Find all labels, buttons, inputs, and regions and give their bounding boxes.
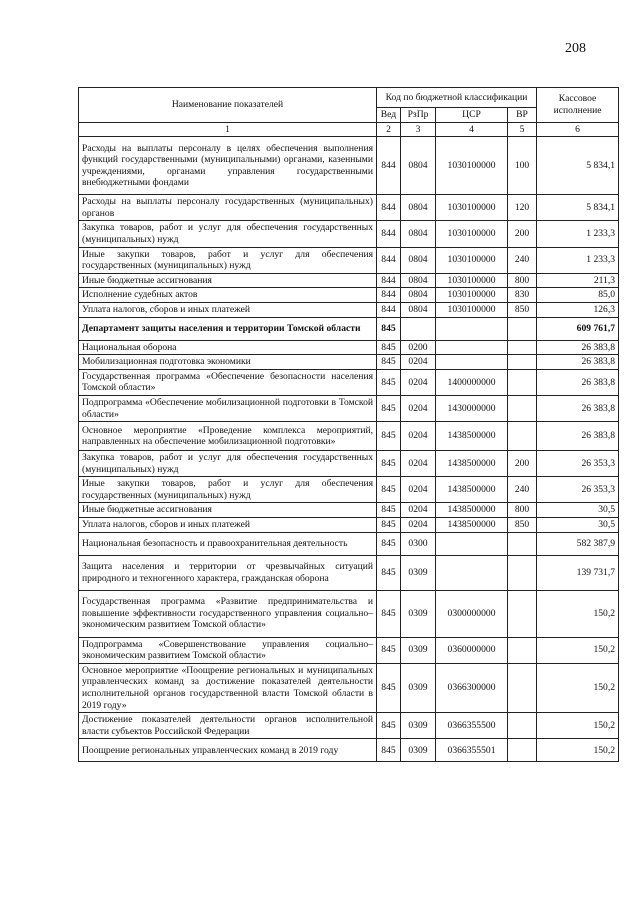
row-amount-cell: 150,2: [537, 590, 619, 637]
table-row: [79, 532, 619, 555]
row-name-cell: Исполнение судебных актов: [79, 288, 377, 303]
row-amount-cell: 26 383,8: [537, 369, 619, 395]
row-vr-cell: 200: [508, 221, 537, 247]
row-ved-cell: 845: [377, 340, 401, 355]
row-vr-cell: [508, 355, 537, 370]
table-row: [79, 451, 619, 477]
table-row: [79, 518, 619, 533]
row-csr-cell: 1438500000: [436, 477, 508, 503]
row-vr-cell: 830: [508, 288, 537, 303]
table-row: [79, 288, 619, 303]
table-row: [79, 340, 619, 355]
row-rzpr-cell: 0200: [401, 340, 436, 355]
table-row: [79, 663, 619, 712]
row-csr-cell: 1438500000: [436, 518, 508, 533]
row-csr-cell: 1030100000: [436, 302, 508, 317]
table-row: [79, 590, 619, 637]
row-name-cell: Иные бюджетные ассигнования: [79, 273, 377, 288]
row-vr-cell: [508, 637, 537, 663]
row-vr-cell: [508, 739, 537, 762]
row-amount-cell: 26 383,8: [537, 395, 619, 421]
table-row: [79, 395, 619, 421]
table-row: [79, 137, 619, 195]
row-csr-cell: 0366355501: [436, 739, 508, 762]
row-csr-cell: 1030100000: [436, 288, 508, 303]
row-rzpr-cell: 0204: [401, 503, 436, 518]
table-header: [79, 88, 619, 137]
row-ved-cell: 844: [377, 273, 401, 288]
row-name-cell: Основное мероприятие «Поощрение региональных и муниципальных управленческих команд за достижение показателей деятельности исполнительной органов государственной власти Томской области в 2019 году»: [79, 663, 377, 712]
row-ved-cell: 845: [377, 422, 401, 451]
row-csr-cell: 1030100000: [436, 195, 508, 221]
row-vr-cell: [508, 713, 537, 739]
header-vr: ВР: [508, 108, 537, 123]
row-csr-cell: 1030100000: [436, 221, 508, 247]
row-vr-cell: 200: [508, 451, 537, 477]
row-vr-cell: [508, 340, 537, 355]
row-ved-cell: 845: [377, 637, 401, 663]
table-row: [79, 247, 619, 273]
row-csr-cell: 1430000000: [436, 395, 508, 421]
row-ved-cell: 844: [377, 247, 401, 273]
row-amount-cell: 582 387,9: [537, 532, 619, 555]
row-rzpr-cell: [401, 317, 436, 340]
row-csr-cell: 1438500000: [436, 503, 508, 518]
row-rzpr-cell: 0204: [401, 369, 436, 395]
row-amount-cell: 150,2: [537, 713, 619, 739]
row-ved-cell: 845: [377, 355, 401, 370]
row-amount-cell: 30,5: [537, 518, 619, 533]
row-rzpr-cell: 0804: [401, 247, 436, 273]
row-name-cell: Департамент защиты населения и территории Томской области: [79, 317, 377, 340]
row-vr-cell: 240: [508, 247, 537, 273]
row-rzpr-cell: 0300: [401, 532, 436, 555]
row-vr-cell: [508, 532, 537, 555]
row-ved-cell: 845: [377, 739, 401, 762]
row-name-cell: Достижение показателей деятельности органов исполнительной власти субъектов Российской Федерации: [79, 713, 377, 739]
row-ved-cell: 844: [377, 302, 401, 317]
row-ved-cell: 845: [377, 317, 401, 340]
row-rzpr-cell: 0204: [401, 518, 436, 533]
row-csr-cell: 0366300000: [436, 663, 508, 712]
table-row: [79, 503, 619, 518]
row-rzpr-cell: 0204: [401, 395, 436, 421]
row-csr-cell: 1438500000: [436, 451, 508, 477]
row-ved-cell: 845: [377, 503, 401, 518]
row-vr-cell: [508, 317, 537, 340]
row-ved-cell: 844: [377, 195, 401, 221]
row-rzpr-cell: 0204: [401, 422, 436, 451]
row-ved-cell: 844: [377, 221, 401, 247]
row-name-cell: Государственная программа «Развитие предпринимательства и повышение эффективности государственного управления социально–экономическим развитием Томской области»: [79, 590, 377, 637]
header-name: Наименование показателей: [79, 88, 377, 123]
row-name-cell: Закупка товаров, работ и услуг для обеспечения государственных (муниципальных) нужд: [79, 451, 377, 477]
header-rzpr: РзПр: [401, 108, 436, 123]
row-rzpr-cell: 0804: [401, 221, 436, 247]
row-name-cell: Расходы на выплаты персоналу в целях обеспечения выполнения функций государственными (муниципальными) органами, казенными учреждениями, органами управления государственными внебюджетными фондами: [79, 137, 377, 195]
row-csr-cell: 0300000000: [436, 590, 508, 637]
row-ved-cell: 845: [377, 518, 401, 533]
row-rzpr-cell: 0804: [401, 288, 436, 303]
row-amount-cell: 85,0: [537, 288, 619, 303]
row-ved-cell: 845: [377, 532, 401, 555]
row-vr-cell: [508, 369, 537, 395]
table-row: [79, 369, 619, 395]
table-row: [79, 422, 619, 451]
row-rzpr-cell: 0804: [401, 137, 436, 195]
table-row: [79, 739, 619, 762]
row-rzpr-cell: 0309: [401, 590, 436, 637]
row-rzpr-cell: 0204: [401, 477, 436, 503]
row-amount-cell: 211,3: [537, 273, 619, 288]
row-csr-cell: 0360000000: [436, 637, 508, 663]
row-csr-cell: 1438500000: [436, 422, 508, 451]
row-ved-cell: 844: [377, 288, 401, 303]
row-vr-cell: 120: [508, 195, 537, 221]
row-name-cell: Закупка товаров, работ и услуг для обеспечения государственных (муниципальных) нужд: [79, 221, 377, 247]
header-index-3: 3: [401, 122, 436, 137]
row-amount-cell: 5 834,1: [537, 195, 619, 221]
row-vr-cell: 800: [508, 503, 537, 518]
row-rzpr-cell: 0804: [401, 302, 436, 317]
row-csr-cell: [436, 340, 508, 355]
row-csr-cell: 1030100000: [436, 273, 508, 288]
row-ved-cell: 845: [377, 555, 401, 590]
row-rzpr-cell: 0309: [401, 555, 436, 590]
row-vr-cell: 850: [508, 518, 537, 533]
row-csr-cell: 1030100000: [436, 247, 508, 273]
page-number: 208: [565, 41, 586, 56]
row-vr-cell: [508, 590, 537, 637]
row-csr-cell: [436, 317, 508, 340]
row-name-cell: Поощрение региональных управленческих команд в 2019 году: [79, 739, 377, 762]
table-row: [79, 302, 619, 317]
row-name-cell: Национальная оборона: [79, 340, 377, 355]
row-vr-cell: [508, 555, 537, 590]
row-name-cell: Уплата налогов, сборов и иных платежей: [79, 302, 377, 317]
row-name-cell: Иные закупки товаров, работ и услуг для обеспечения государственных (муниципальных) нужд: [79, 477, 377, 503]
table-row: [79, 273, 619, 288]
row-vr-cell: 240: [508, 477, 537, 503]
row-csr-cell: [436, 555, 508, 590]
row-vr-cell: 850: [508, 302, 537, 317]
row-amount-cell: 150,2: [537, 739, 619, 762]
table-row: [79, 195, 619, 221]
row-ved-cell: 845: [377, 713, 401, 739]
row-vr-cell: 800: [508, 273, 537, 288]
row-ved-cell: 845: [377, 395, 401, 421]
row-ved-cell: 845: [377, 590, 401, 637]
row-rzpr-cell: 0204: [401, 451, 436, 477]
row-name-cell: Подпрограмма «Обеспечение мобилизационной подготовки в Томской области»: [79, 395, 377, 421]
row-amount-cell: 26 383,8: [537, 340, 619, 355]
row-vr-cell: [508, 395, 537, 421]
row-amount-cell: 26 353,3: [537, 451, 619, 477]
row-rzpr-cell: 0309: [401, 637, 436, 663]
row-csr-cell: 1030100000: [436, 137, 508, 195]
row-name-cell: Иные бюджетные ассигнования: [79, 503, 377, 518]
table-row: [79, 355, 619, 370]
header-index-2: 2: [377, 122, 401, 137]
row-rzpr-cell: 0804: [401, 273, 436, 288]
row-amount-cell: 1 233,3: [537, 247, 619, 273]
row-amount-cell: 609 761,7: [537, 317, 619, 340]
header-cash: Кассовое исполнение: [537, 88, 619, 123]
row-amount-cell: 26 353,3: [537, 477, 619, 503]
row-vr-cell: [508, 422, 537, 451]
table-row: [79, 477, 619, 503]
row-name-cell: Мобилизационная подготовка экономики: [79, 355, 377, 370]
row-ved-cell: 844: [377, 137, 401, 195]
row-name-cell: Уплата налогов, сборов и иных платежей: [79, 518, 377, 533]
header-index-4: 4: [436, 122, 508, 137]
row-name-cell: Государственная программа «Обеспечение безопасности населения Томской области»: [79, 369, 377, 395]
row-csr-cell: [436, 355, 508, 370]
row-name-cell: Основное мероприятие «Проведение комплекса мероприятий, направленных на обеспечение мобилизационной подготовки»: [79, 422, 377, 451]
row-rzpr-cell: 0309: [401, 739, 436, 762]
row-name-cell: Подпрограмма «Совершенствование управления социально–экономическим развитием Томской области»: [79, 637, 377, 663]
row-name-cell: Национальная безопасность и правоохранительная деятельность: [79, 532, 377, 555]
header-csr: ЦСР: [436, 108, 508, 123]
row-amount-cell: 26 383,8: [537, 355, 619, 370]
row-csr-cell: 0366355500: [436, 713, 508, 739]
table-row: [79, 555, 619, 590]
table-row: [79, 637, 619, 663]
table-row: [79, 221, 619, 247]
row-csr-cell: [436, 532, 508, 555]
table-row: [79, 713, 619, 739]
row-amount-cell: 5 834,1: [537, 137, 619, 195]
row-rzpr-cell: 0309: [401, 713, 436, 739]
row-amount-cell: 150,2: [537, 637, 619, 663]
table-body: [79, 137, 619, 762]
row-amount-cell: 126,3: [537, 302, 619, 317]
row-rzpr-cell: 0804: [401, 195, 436, 221]
header-index-5: 5: [508, 122, 537, 137]
row-ved-cell: 845: [377, 451, 401, 477]
row-amount-cell: 150,2: [537, 663, 619, 712]
header-index-1: 1: [79, 122, 377, 137]
row-name-cell: Иные закупки товаров, работ и услуг для обеспечения государственных (муниципальных) нужд: [79, 247, 377, 273]
header-code-group: Код по бюджетной классификации: [377, 88, 537, 108]
row-amount-cell: 139 731,7: [537, 555, 619, 590]
row-name-cell: Защита населения и территории от чрезвычайных ситуаций природного и техногенного характера, гражданская оборона: [79, 555, 377, 590]
header-ved: Вед: [377, 108, 401, 123]
row-rzpr-cell: 0204: [401, 355, 436, 370]
row-vr-cell: [508, 663, 537, 712]
budget-table: [78, 87, 619, 762]
row-amount-cell: 26 383,8: [537, 422, 619, 451]
row-csr-cell: 1400000000: [436, 369, 508, 395]
row-ved-cell: 845: [377, 663, 401, 712]
row-ved-cell: 845: [377, 477, 401, 503]
row-amount-cell: 1 233,3: [537, 221, 619, 247]
row-rzpr-cell: 0309: [401, 663, 436, 712]
table-row: [79, 317, 619, 340]
row-amount-cell: 30,5: [537, 503, 619, 518]
row-name-cell: Расходы на выплаты персоналу государственных (муниципальных) органов: [79, 195, 377, 221]
header-index-6: 6: [537, 122, 619, 137]
row-ved-cell: 845: [377, 369, 401, 395]
row-vr-cell: 100: [508, 137, 537, 195]
